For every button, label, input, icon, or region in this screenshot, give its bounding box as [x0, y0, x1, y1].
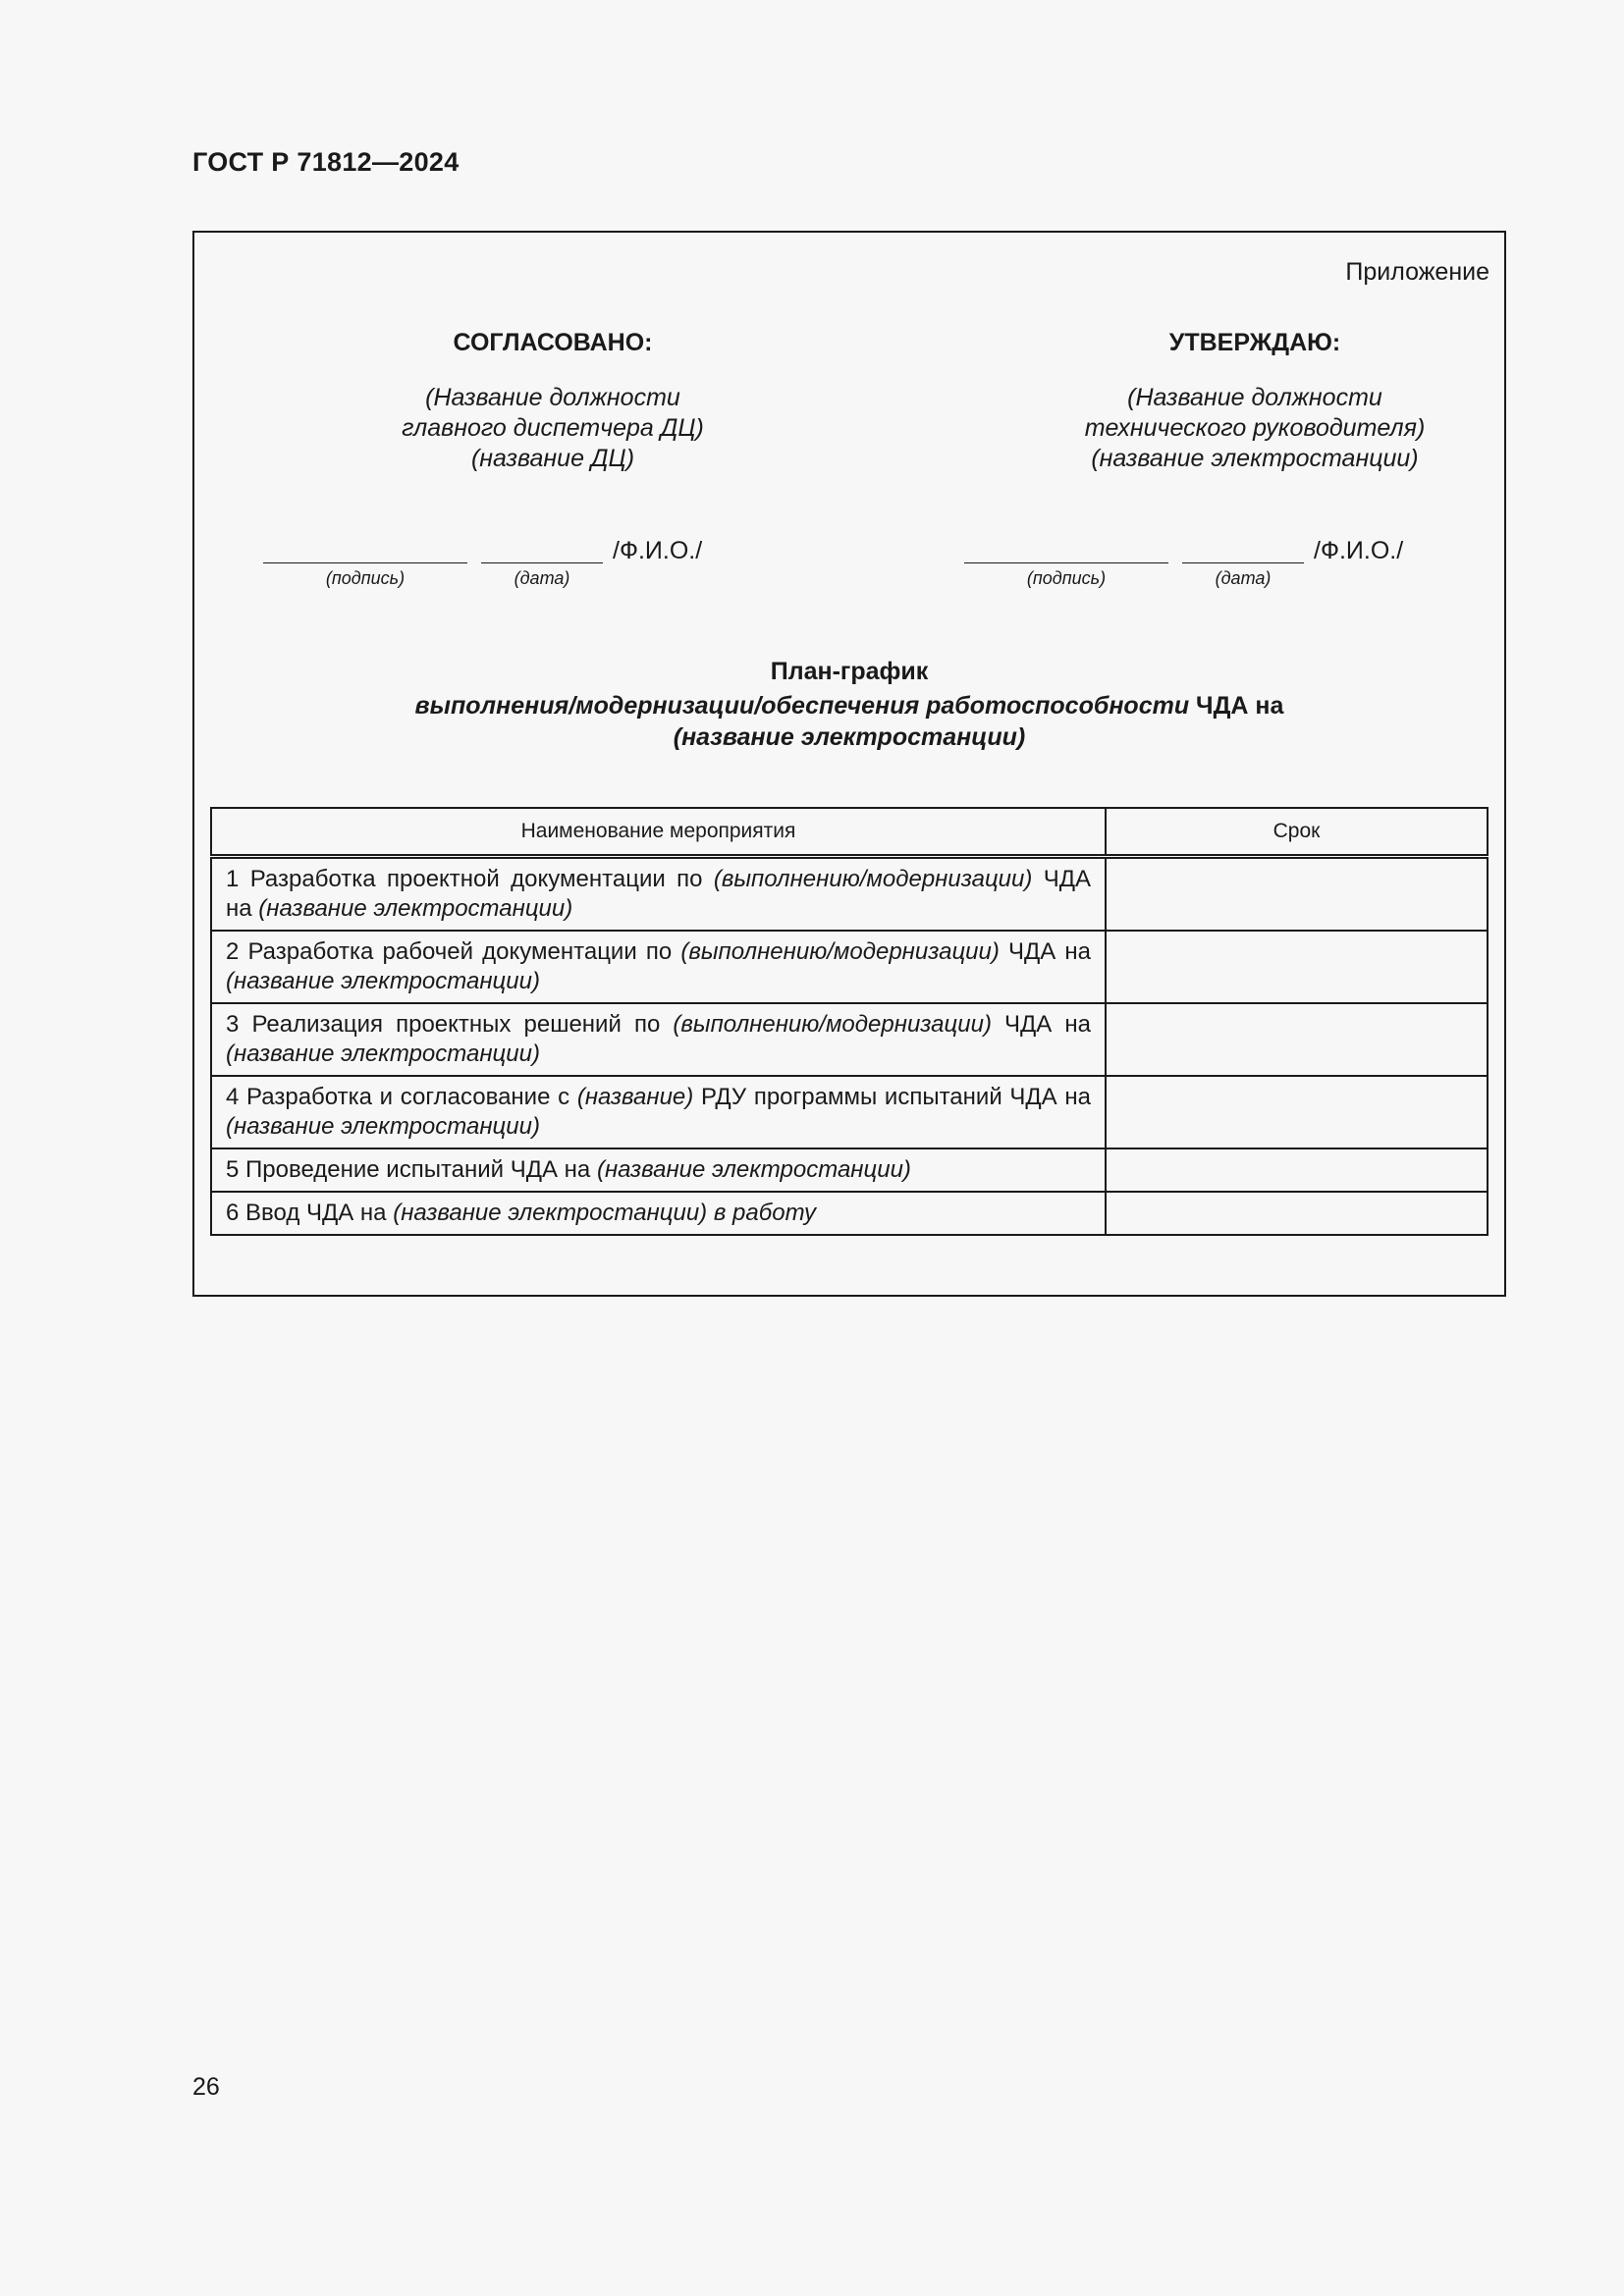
fio-label: /Ф.И.О./: [613, 537, 703, 564]
date-caption: (дата): [514, 568, 570, 588]
activity-text-italic: (название электростанции): [226, 1041, 540, 1067]
page-number: 26: [192, 2073, 220, 2101]
deadline-cell[interactable]: [1106, 1076, 1488, 1148]
deadline-cell[interactable]: [1106, 931, 1488, 1003]
activity-cell: [211, 857, 1106, 932]
activity-cell: [211, 1003, 1106, 1076]
table-row: [211, 1076, 1488, 1148]
approve-line: технического руководителя): [1084, 414, 1426, 442]
activity-cell: [211, 1192, 1106, 1235]
agreed-block: [298, 329, 808, 474]
activity-text-italic: (название электростанции): [596, 1156, 911, 1183]
table-row: [211, 857, 1488, 932]
column-header-deadline: Срок: [1106, 808, 1488, 857]
plan-title-station: (название электростанции): [673, 723, 1026, 751]
document-code: ГОСТ Р 71812—2024: [192, 147, 460, 177]
signature-caption: (подпись): [325, 568, 406, 588]
signature-caption: (подпись): [1026, 568, 1107, 588]
signature-blank: [964, 537, 1168, 563]
date-blank: [1182, 537, 1304, 563]
activity-cell: [211, 1076, 1106, 1148]
table-row: [211, 1148, 1488, 1192]
activity-text: 4 Разработка и согласование с: [226, 1084, 577, 1110]
approve-block: [1000, 329, 1510, 474]
activity-text: ЧДА на: [999, 938, 1091, 965]
date-blank: [481, 537, 603, 563]
deadline-cell[interactable]: [1106, 1003, 1488, 1076]
column-header-activity: Наименование мероприятия: [211, 808, 1106, 857]
activity-text: ЧДА на: [226, 866, 1091, 922]
agreed-line: (название ДЦ): [470, 445, 635, 472]
agreed-heading: СОГЛАСОВАНО:: [453, 329, 653, 356]
approve-line: (Название должности: [1127, 384, 1382, 411]
table-row: [211, 1192, 1488, 1235]
activity-text-italic: (название): [576, 1084, 694, 1110]
fio-label: /Ф.И.О./: [1314, 537, 1404, 564]
activity-text-italic: (выполнению/модернизации): [713, 866, 1033, 892]
activity-text: 6 Ввод ЧДА на: [226, 1200, 394, 1226]
table-row: [211, 931, 1488, 1003]
table-header-row: [211, 808, 1488, 857]
appendix-frame: [192, 231, 1506, 1297]
activity-text: 3 Реализация проектных решений по: [226, 1011, 674, 1038]
activity-text: 1 Разработка проектной документации по: [226, 866, 714, 892]
agreed-line: главного диспетчера ДЦ): [402, 414, 704, 442]
activity-text-italic: (название электростанции): [258, 895, 573, 922]
plan-title-subtitle-italic: выполнения/модернизации/обеспечения работоспособности: [414, 692, 1190, 720]
activity-text: РДУ программы испытаний ЧДА на: [693, 1084, 1091, 1110]
plan-title: [194, 653, 1504, 753]
activity-cell: [211, 1148, 1106, 1192]
deadline-cell[interactable]: [1106, 857, 1488, 932]
appendix-label: Приложение: [1345, 258, 1489, 286]
plan-table: [210, 807, 1489, 1236]
plan-title-subtitle: [194, 690, 1504, 721]
activity-text-italic: (название электростанции) в работу: [393, 1200, 817, 1226]
deadline-cell[interactable]: [1106, 1148, 1488, 1192]
activity-cell: [211, 931, 1106, 1003]
activity-text: ЧДА на: [991, 1011, 1091, 1038]
plan-title-subtitle-regular: ЧДА на: [1189, 692, 1284, 720]
date-caption: (дата): [1215, 568, 1272, 588]
activity-text: 2 Разработка рабочей документации по: [226, 938, 681, 965]
signature-blank: [263, 537, 467, 563]
activity-text-italic: (выполнению/модернизации): [673, 1011, 992, 1038]
activity-text-italic: (название электростанции): [226, 1113, 540, 1140]
activity-text: 5 Проведение испытаний ЧДА на: [226, 1156, 597, 1183]
approve-heading: УТВЕРЖДАЮ:: [1168, 329, 1341, 356]
activity-text-italic: (название электростанции): [226, 968, 540, 994]
plan-title-main: План-график: [770, 658, 929, 685]
deadline-cell[interactable]: [1106, 1192, 1488, 1235]
table-row: [211, 1003, 1488, 1076]
agreed-line: (Название должности: [425, 384, 680, 411]
activity-text-italic: (выполнению/модернизации): [680, 938, 1000, 965]
approve-line: (название электростанции): [1091, 445, 1419, 472]
